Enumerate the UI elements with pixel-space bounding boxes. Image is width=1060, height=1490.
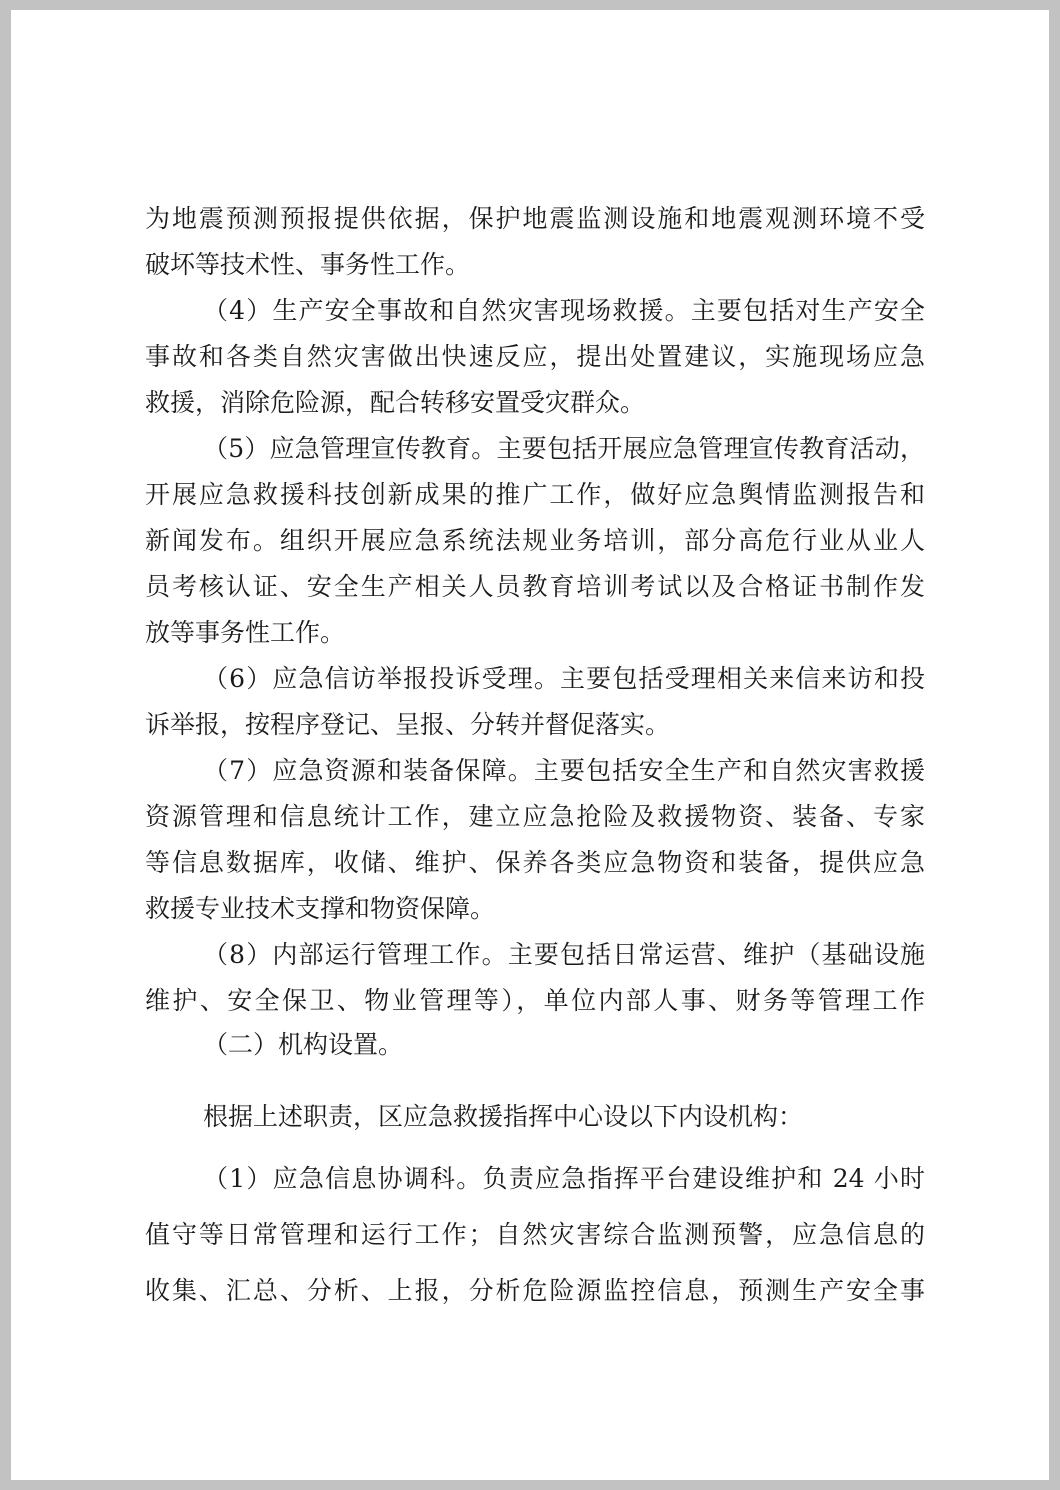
text-line: 救援，消除危险源，配合转移安置受灾群众。: [145, 388, 646, 417]
text-line: 事故和各类自然灾害做出快速反应，提出处置建议，实施现场应急: [145, 342, 925, 371]
text-line: 维护、安全保卫、物业管理等），单位内部人事、财务等管理工作: [145, 986, 925, 1015]
text-line: （7）应急资源和装备保障。主要包括安全生产和自然灾害救援: [203, 756, 925, 785]
document-page: [11, 10, 1049, 1480]
text-line: （8）内部运行管理工作。主要包括日常运营、维护（基础设施: [203, 940, 925, 969]
text-line: （1）应急信息协调科。负责应急指挥平台建设维护和 24 小时: [203, 1164, 925, 1193]
text-line: 员考核认证、安全生产相关人员教育培训考试以及合格证书制作发: [145, 572, 925, 601]
text-line: 开展应急救援科技创新成果的推广工作，做好应急舆情监测报告和: [145, 480, 925, 509]
text-line: 资源管理和信息统计工作，建立应急抢险及救援物资、装备、专家: [145, 802, 925, 831]
text-line: （4）生产安全事故和自然灾害现场救援。主要包括对生产安全: [203, 296, 925, 325]
text-line: 根据上述职责，区应急救援指挥中心设以下内设机构：: [203, 1102, 804, 1131]
section-heading: （二）机构设置。: [203, 1030, 404, 1059]
text-line: （6）应急信访举报投诉受理。主要包括受理相关来信来访和投: [203, 664, 925, 693]
text-line: 等信息数据库，收储、维护、保养各类应急物资和装备，提供应急: [145, 848, 925, 877]
text-line: 放等事务性工作。: [145, 618, 346, 647]
text-line: 破坏等技术性、事务性工作。: [145, 250, 471, 279]
text-line: 救援专业技术支撑和物资保障。: [145, 894, 496, 923]
text-line: 值守等日常管理和运行工作；自然灾害综合监测预警，应急信息的: [145, 1220, 925, 1249]
text-line: 新闻发布。组织开展应急系统法规业务培训，部分高危行业从业人: [145, 526, 925, 555]
text-line: 收集、汇总、分析、上报，分析危险源监控信息，预测生产安全事: [145, 1276, 925, 1305]
text-line: （5）应急管理宣传教育。主要包括开展应急管理宣传教育活动，: [203, 434, 925, 463]
text-line: 诉举报，按程序登记、呈报、分转并督促落实。: [145, 710, 671, 739]
text-line: 为地震预测预报提供依据，保护地震监测设施和地震观测环境不受: [145, 204, 925, 233]
